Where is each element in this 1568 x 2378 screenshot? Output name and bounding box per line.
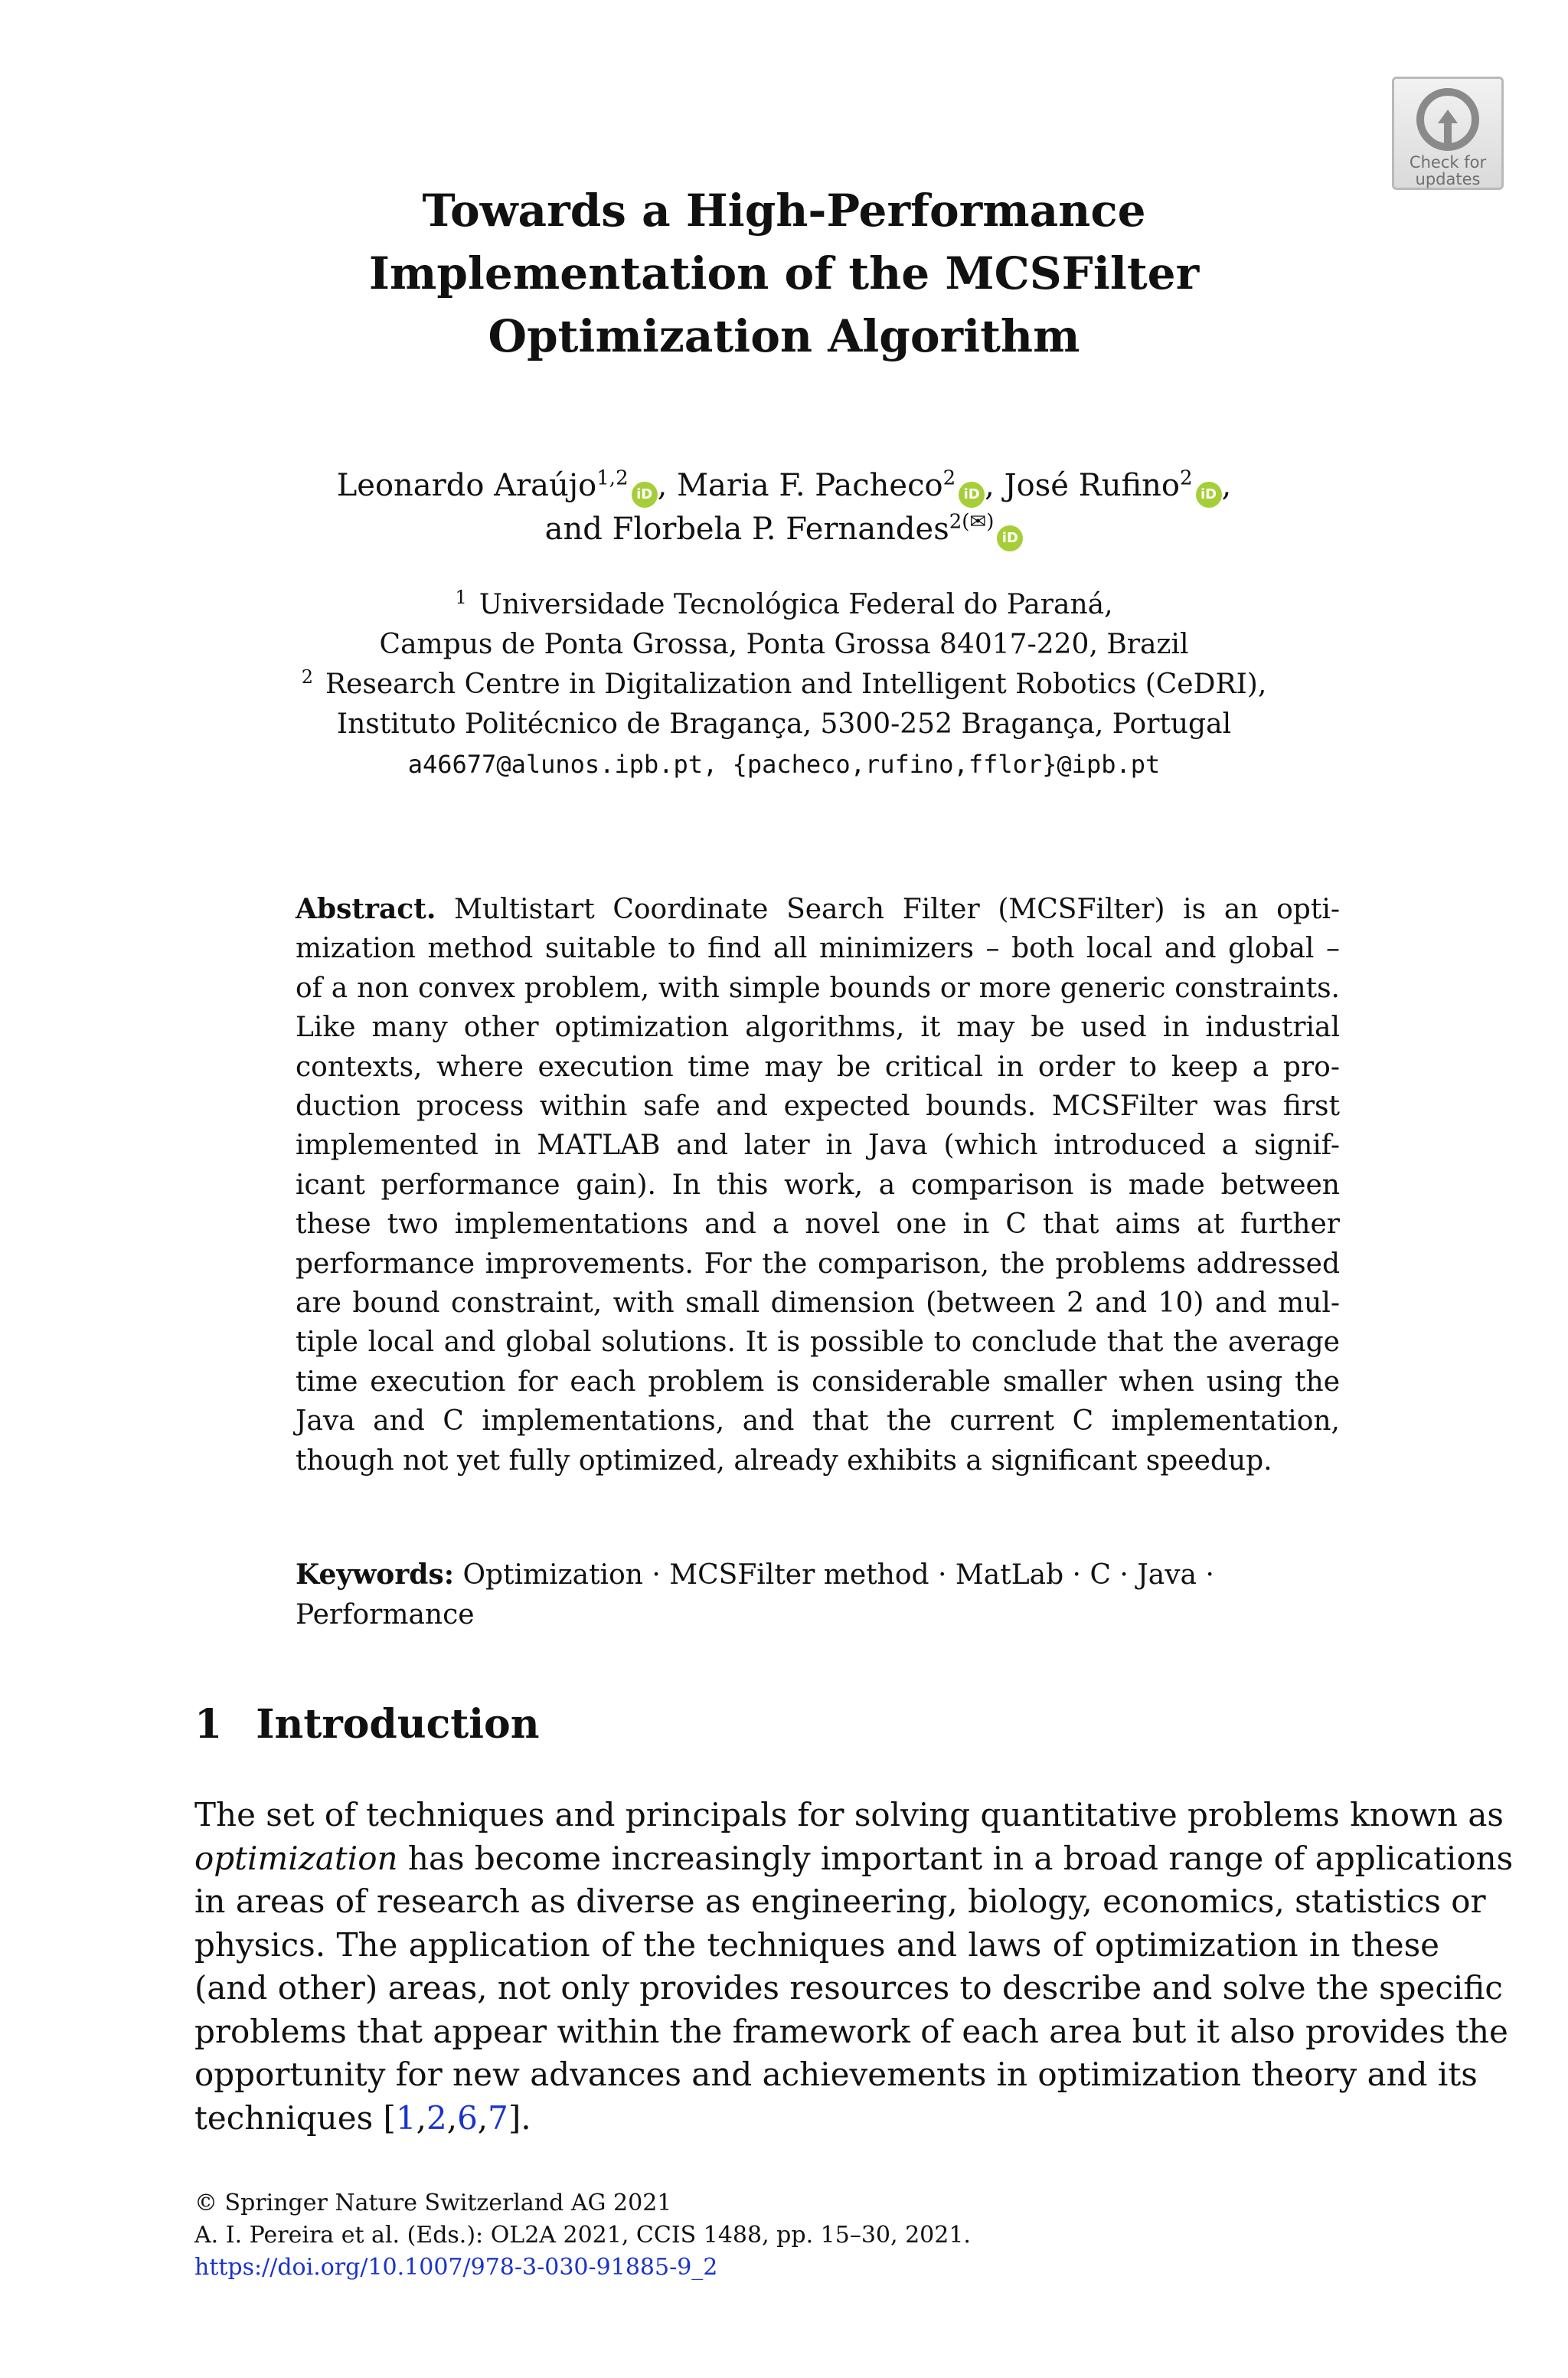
check-for-updates-badge[interactable] [1392,77,1504,190]
paper-title [230,179,1338,368]
keywords-label: Keywords: [296,1559,455,1591]
affiliation-marker: 2 [301,666,313,688]
copyright-notice: © Springer Nature Switzerland AG 2021 [194,2190,672,2216]
section-heading [194,1700,540,1749]
introduction-paragraph: The set of techniques and principals for solving quantitative problems known as optimization has become increasingly important in a broad range of applications in areas of research as diverse as engineering, biology, economics, statistics or physics. The application of the techniques and laws of optimization in these (and other) areas, not only provides resources to describe and solve the specific problems that appear within the framework of each area but it also provides the opportunity for new advances and achievements in optimization theory and its techniques [1,2,6,7]. [194,1796,1514,2137]
check-updates-icon [1415,87,1481,152]
title-line: Optimization Algorithm [488,310,1080,362]
title-line: Implementation of the MCSFilter [368,247,1200,299]
abstract: Abstract. Multistart Coordinate Search Filter (MCSFilter) is an opti- mization method suitable to find all minimizers – both local and global – of a non convex problem, with simple bounds or more generic constraints. Like many other optimization algorithms, it may be used in industrial contexts, where execution time may be critical in order to keep a pro- duction process within safe and expected bounds. MCSFilter was first implemented in MATLAB and later in Java (which introduced a signif- icant performance gain). In this work, a comparison is made between these two implementations and a novel one in C that aims at further performance improvements. For the comparison, the problems addressed are bound constraint, with small dimension (between 2 and 10) and mul- tiple local and global solutions. It is possible to conclude that the average time execution for each problem is considerable smaller when using the Java and C implementations, and that the current C implementation, though not yet fully optimized, already exhibits a significant speedup. [296,893,1340,1477]
section-number: 1 [194,1701,223,1748]
author-name: Florbela P. Fernandes [612,512,949,547]
citation-link[interactable]: 2 [426,2098,447,2137]
affiliation-marker: 1 [455,587,467,608]
affiliations: $^1$ Universidade Tecnológica Federal do Paraná, Campus de Ponta Grossa, Ponta Grossa 84017-220, Brazil $^2$ Research Centre in Digitalization and Intelligent Robotics (CeDRI), Instituto Politécnico de Bragança, 5300-252 Bragança, Portugal a46677@alunos.ipb.pt, {pacheco,rufino,fflor}@ipb.pt [253,585,1315,784]
title-line: Towards a High-Performance [422,185,1146,237]
orcid-icon[interactable]: iD [959,482,985,508]
email-addresses[interactable]: a46677@alunos.ipb.pt, {pacheco,rufino,fflor}@ipb.pt [407,750,1161,779]
orcid-icon[interactable]: iD [1196,482,1222,508]
citation-link[interactable]: 1 [395,2098,416,2137]
author-name: Maria F. Pacheco [677,468,943,503]
author-name: Leonardo Araújo [336,468,597,503]
orcid-icon[interactable]: iD [632,482,658,508]
keywords: Keywords: Optimization · MCSFilter method · MatLab · C · Java · Performance [296,1559,1214,1631]
citation-link[interactable]: 7 [488,2098,508,2137]
book-citation: A. I. Pereira et al. (Eds.): OL2A 2021, CCIS 1488, pp. 15–30, 2021. [194,2222,971,2249]
doi-link[interactable]: https://doi.org/10.1007/978-3-030-91885-9_2 [194,2254,718,2281]
section-title: Introduction [256,1701,540,1748]
badge-label: Check for updates [1409,153,1487,188]
author-list: Leonardo Araújo$^{1,2}$iD , Maria F. Pacheco$^2$iD , José Rufino$^2$iD , and Florbela P. Fernandes$^{2(✉)}$iD [199,464,1369,551]
citation-link[interactable]: 6 [457,2098,478,2137]
footer [194,2187,1266,2284]
abstract-label: Abstract. [296,893,436,925]
orcid-icon[interactable]: iD [997,525,1023,551]
author-name: José Rufino [1004,468,1181,503]
